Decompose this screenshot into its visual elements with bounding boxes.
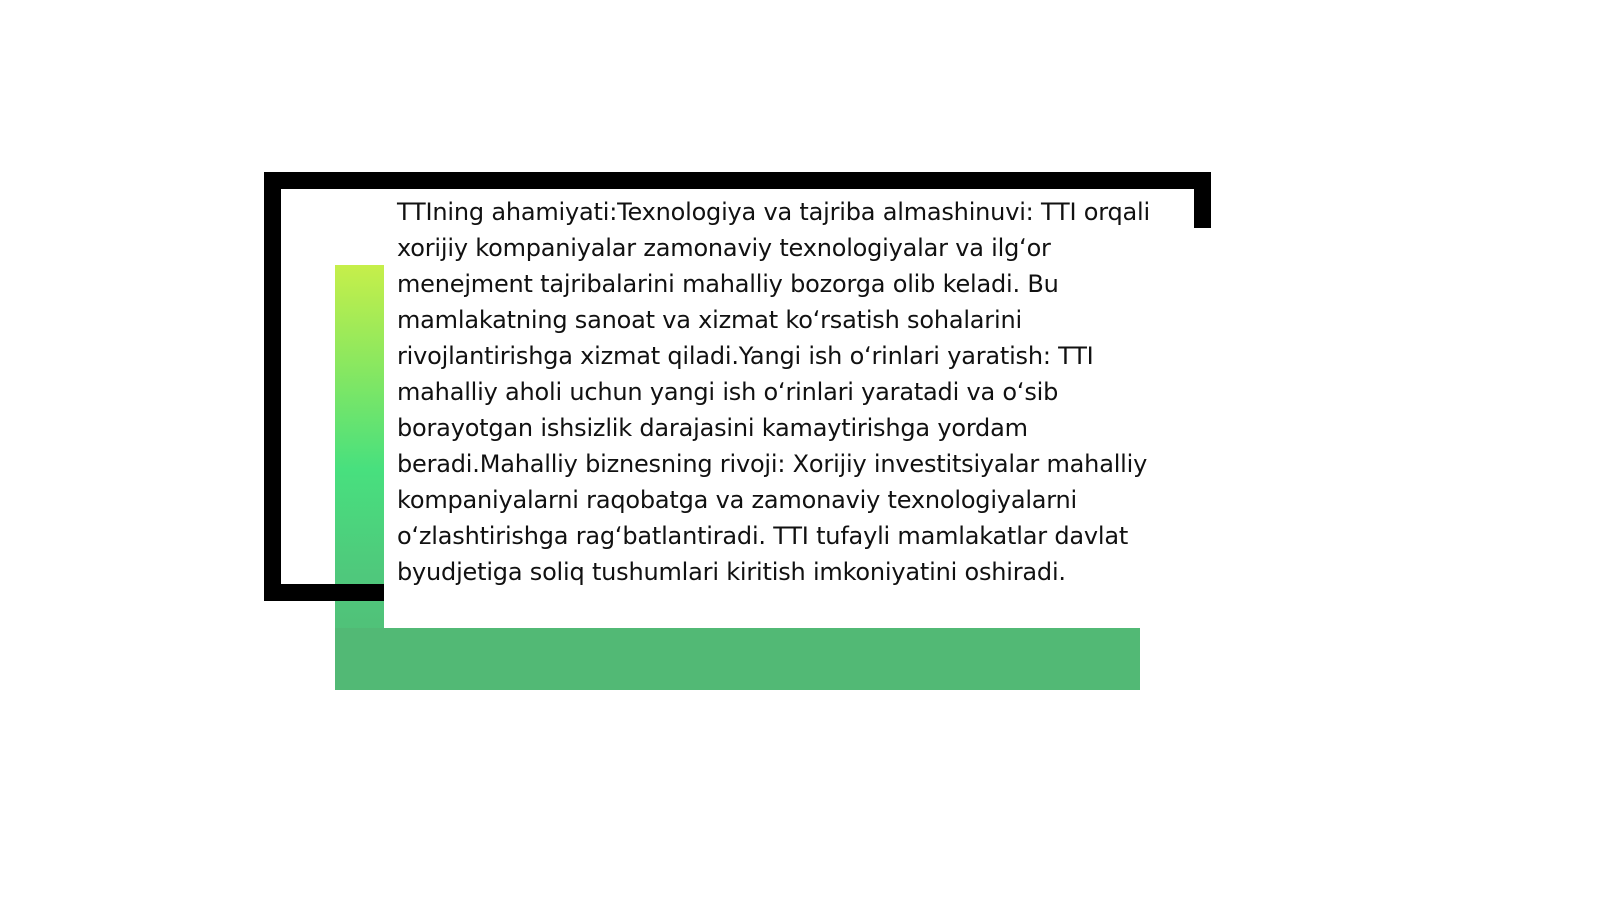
frame-bottom-border — [264, 584, 384, 601]
green-accent-horizontal-bar — [335, 628, 1140, 690]
green-accent-vertical-bar — [335, 265, 384, 690]
frame-top-border — [264, 172, 1211, 189]
frame-right-border — [1194, 172, 1211, 228]
frame-left-border — [264, 172, 281, 601]
body-text: TTIning ahamiyati:Texnologiya va tajriba almashinuvi: TTI orqali xorijiy kompaniyalar zamonaviy texnologiyalar va ilgʻor menejment tajribalarini mahalliy bozorga olib keladi. Bu mamlakatning sanoat va xizmat koʻrsatish sohalarini rivojlantirishga xizmat qiladi.Yangi ish oʻrinlari yaratish: TTI mahalliy aholi uchun yangi ish oʻrinlari yaratadi va oʻsib borayotgan ishsizlik darajasini kamaytirishga yordam beradi.Mahalliy biznesning rivoji: Xorijiy investitsiyalar mahalliy kompaniyalarni raqobatga va zamonaviy texnologiyalarni oʻzlashtirishga ragʻbatlantiradi. TTI tufayli mamlakatlar davlat byudjetiga soliq tushumlari kiritish imkoniyatini oshiradi. — [397, 198, 1150, 586]
